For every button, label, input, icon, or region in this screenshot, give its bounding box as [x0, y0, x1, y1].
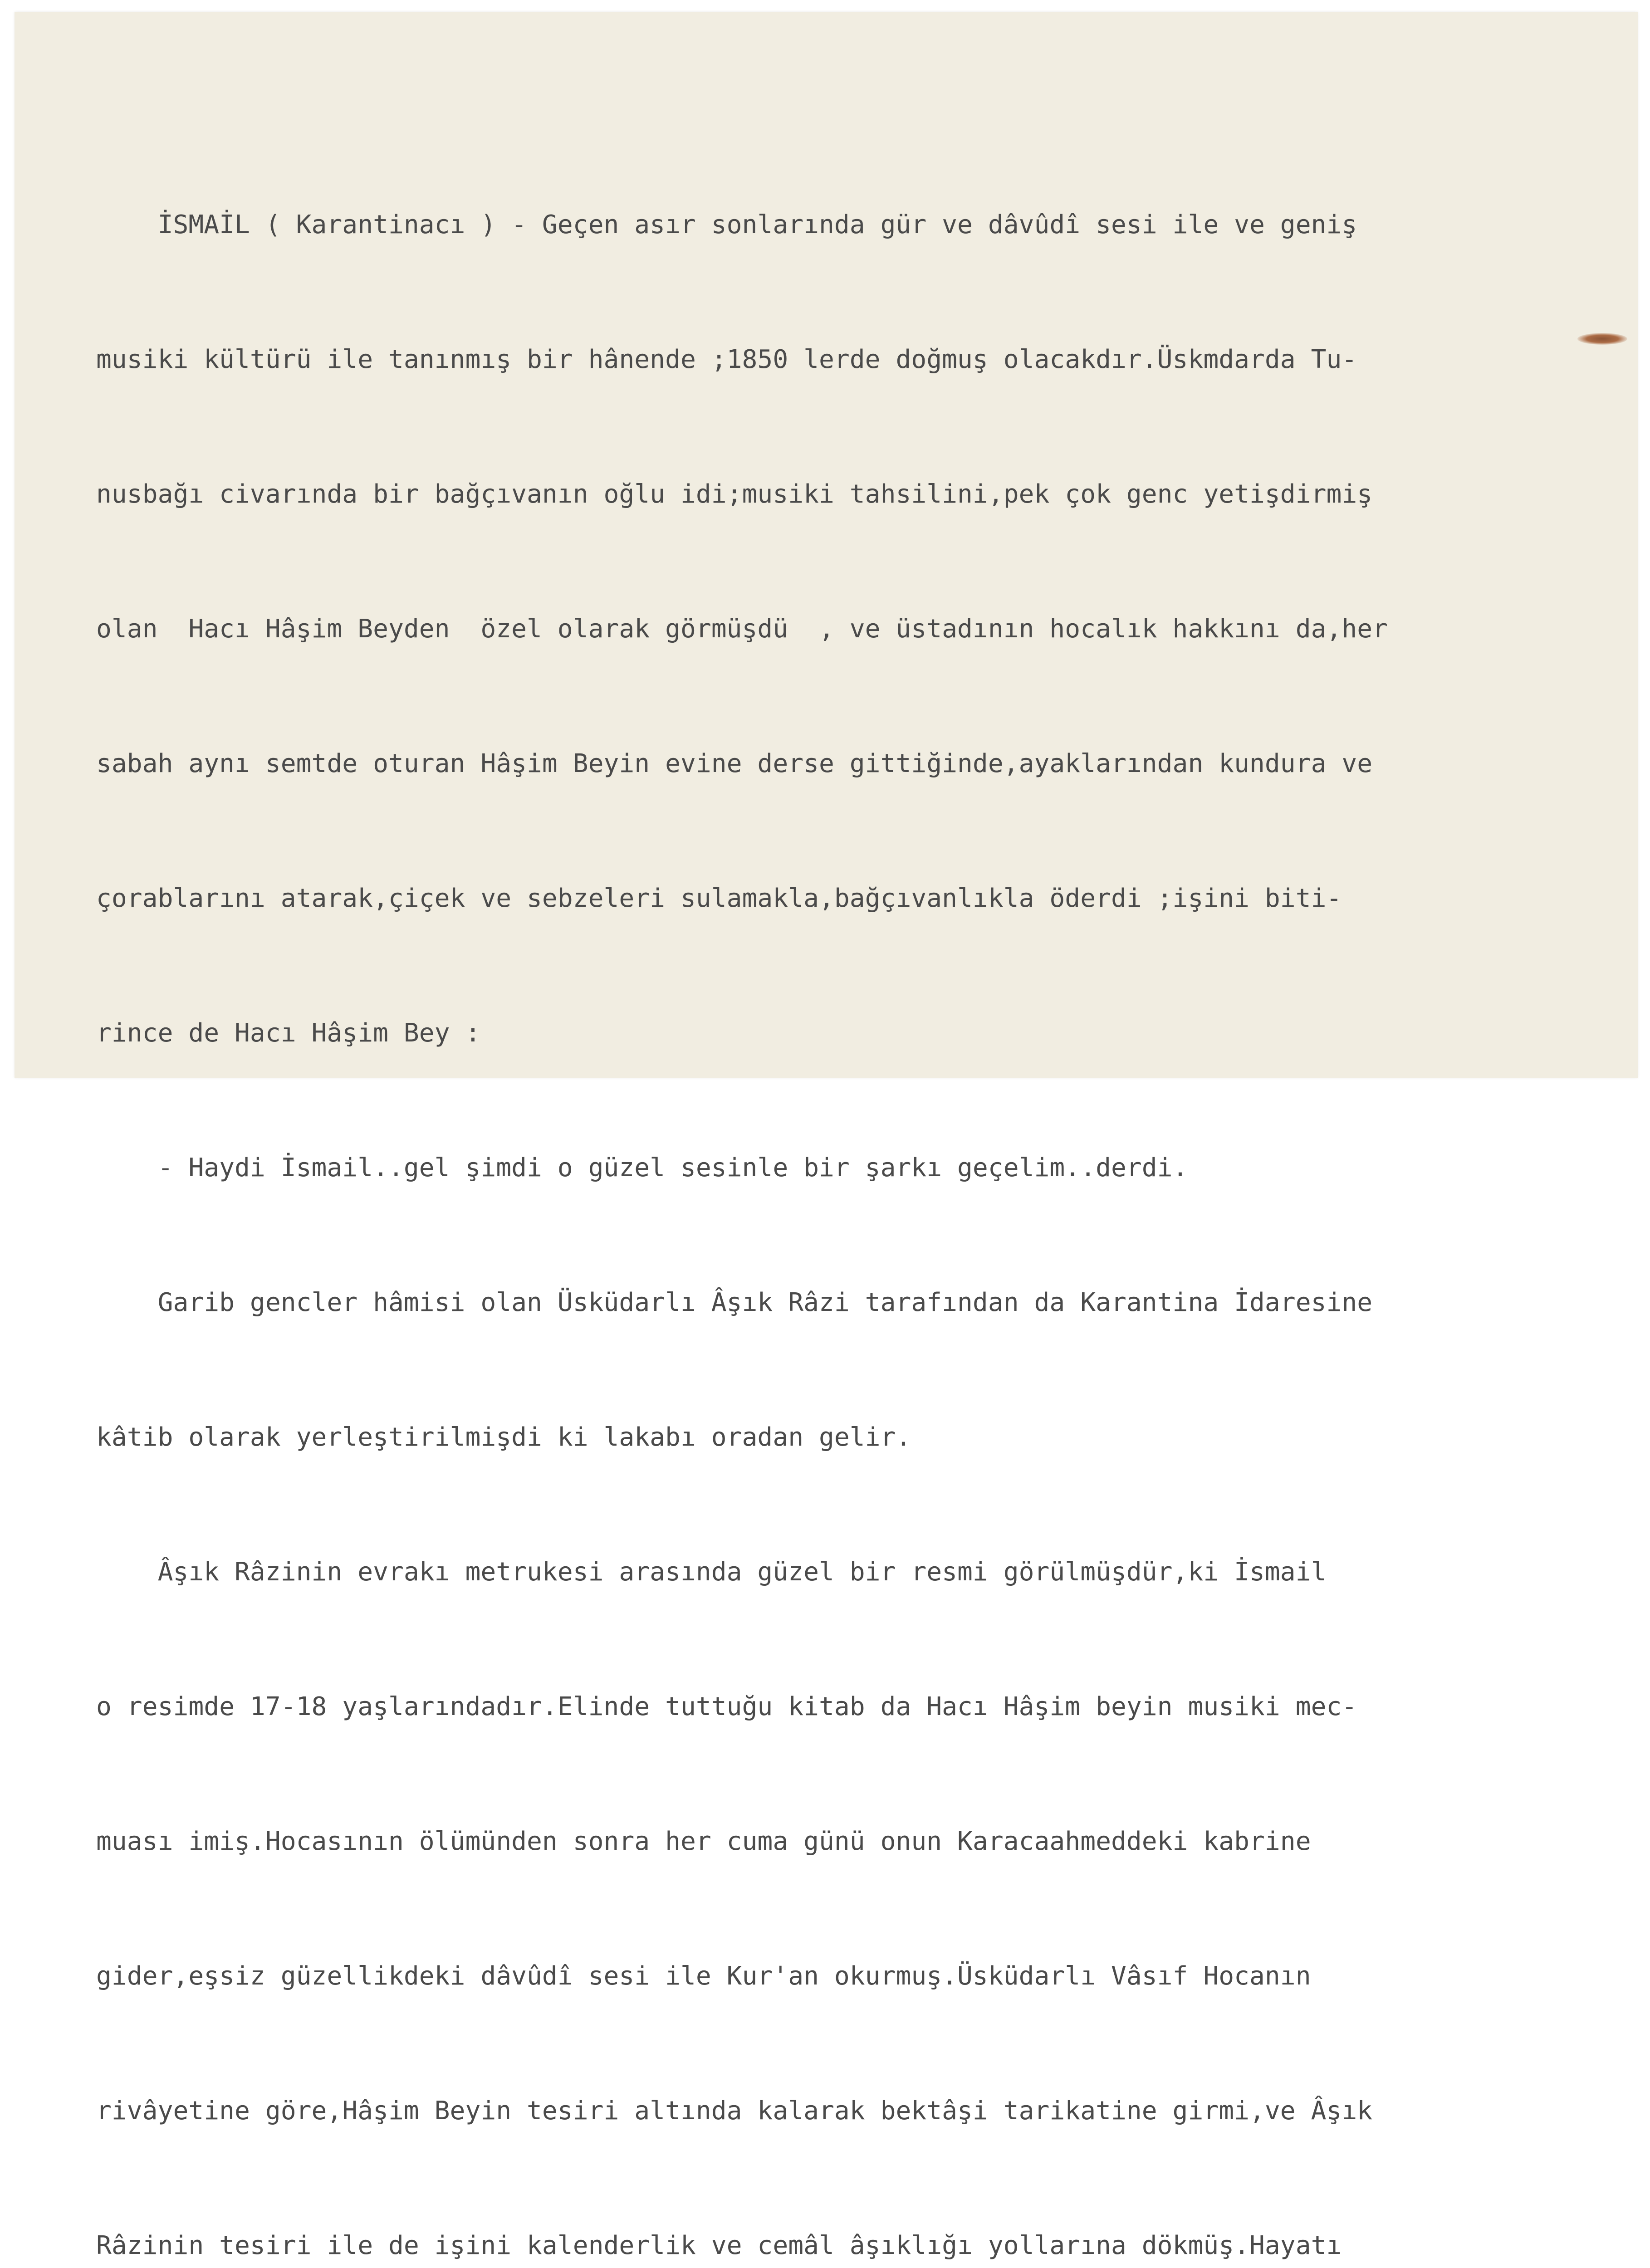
text-line-15: rivâyetine göre,Hâşim Beyin tesiri altında kalarak bektâşi tarikatine girmi,ve Âşık [96, 2096, 1373, 2126]
text-line-11: Âşık Râzinin evrakı metrukesi arasında güzel bir resmi görülmüşdür,ki İsmail [96, 1557, 1327, 1587]
text-line-8: - Haydi İsmail..gel şimdi o güzel sesinle bir şarkı geçelim..derdi. [96, 1153, 1188, 1183]
text-line-4: olan Hacı Hâşim Beyden özel olarak görmüşdü , ve üstadının hocalık hakkını da,her [96, 614, 1388, 644]
text-line-3: nusbağı civarında bir bağçıvanın oğlu idi;musiki tahsilini,pek çok genc yetişdirmiş [96, 479, 1373, 509]
text-line-14: gider,eşsiz güzellikdeki dâvûdî sesi ile Kur'an okurmuş.Üsküdarlı Vâsıf Hocanın [96, 1961, 1311, 1991]
text-line-13: muası imiş.Hocasının ölümünden sonra her cuma günü onun Karacaahmeddeki kabrine [96, 1827, 1311, 1856]
typewritten-text [96, 112, 1648, 2268]
text-line-16: Râzinin tesiri ile de işini kalenderlik ve cemâl âşıklığı yollarına dökmüş.Hayatı [96, 2231, 1342, 2260]
text-line-10: kâtib olarak yerleştirilmişdi ki lakabı oradan gelir. [96, 1422, 911, 1452]
text-line-6: çorablarını atarak,çiçek ve sebzeleri sulamakla,bağçıvanlıkla öderdi ;işini biti- [96, 884, 1342, 913]
text-line-7: rince de Hacı Hâşim Bey : [96, 1018, 481, 1048]
text-line-9: Garib gencler hâmisi olan Üsküdarlı Âşık Râzi tarafından da Karantina İdaresine [96, 1288, 1373, 1317]
text-line-2: musiki kültürü ile tanınmış bir hânende ;1850 lerde doğmuş olacakdır.Üskmdarda Tu- [96, 345, 1357, 374]
text-line-5: sabah aynı semtde oturan Hâşim Beyin evine derse gittiğinde,ayaklarından kundura ve [96, 749, 1373, 778]
text-line-1: İSMAİL ( Karantinacı ) - Geçen asır sonlarında gür ve dâvûdî sesi ile ve geniş [96, 210, 1357, 240]
text-line-12: o resimde 17-18 yaşlarındadır.Elinde tuttuğu kitab da Hacı Hâşim beyin musiki mec- [96, 1692, 1357, 1721]
